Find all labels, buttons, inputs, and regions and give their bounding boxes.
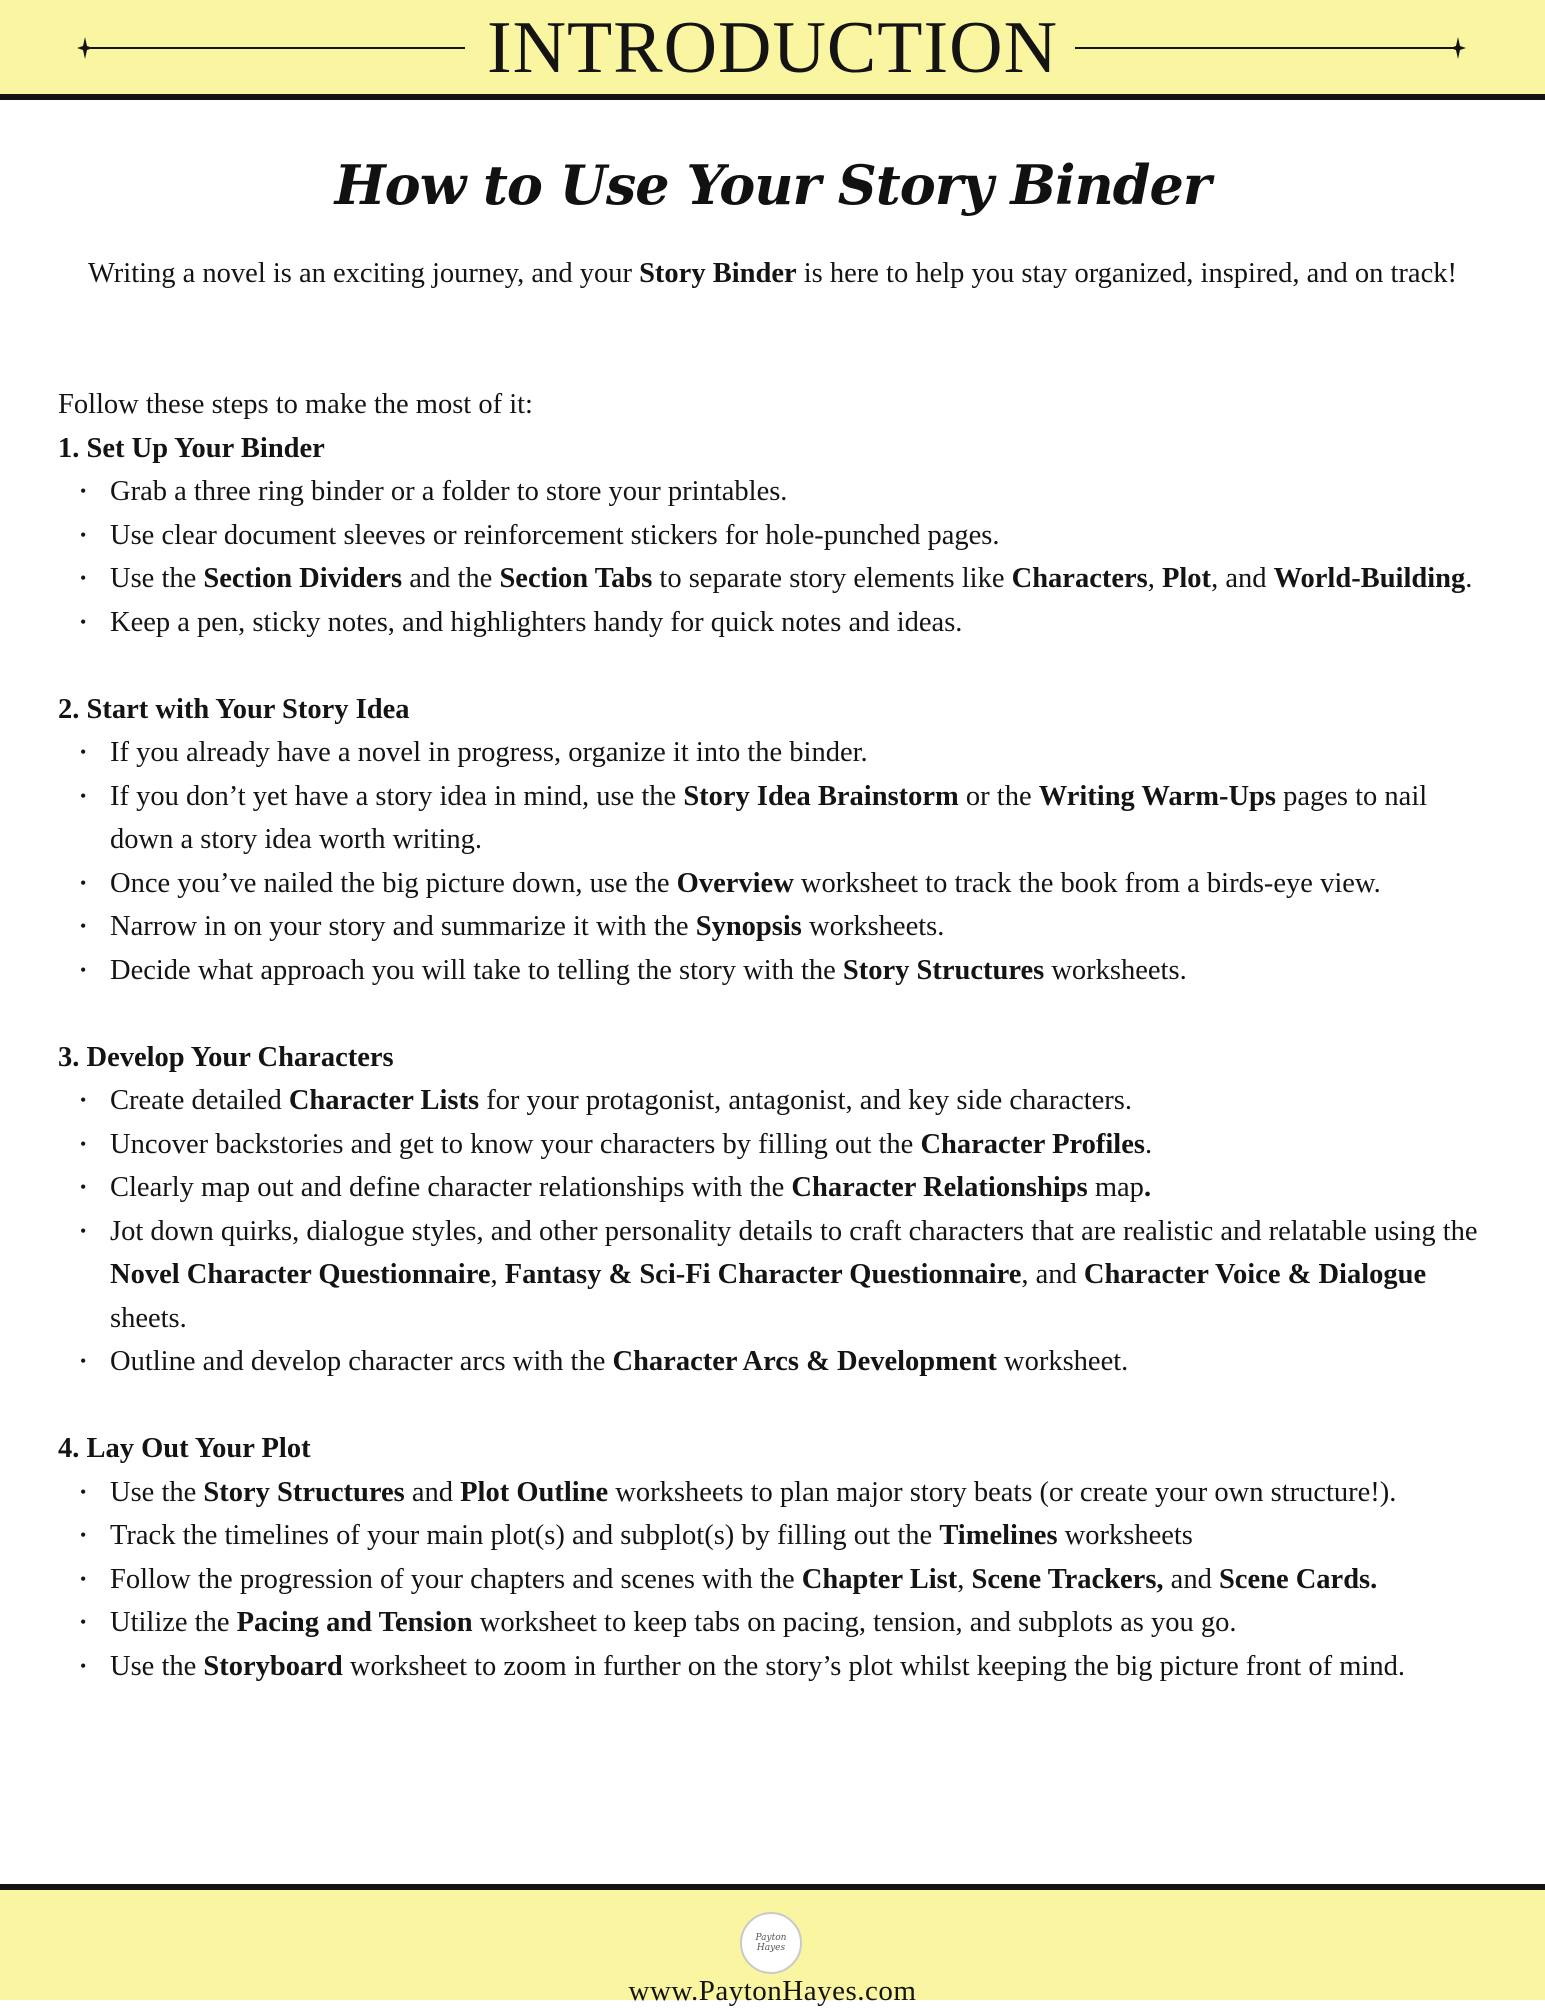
bold-term: Storyboard xyxy=(203,1650,343,1682)
list-item xyxy=(58,775,1488,862)
bold-term: Novel Character Questionnaire xyxy=(110,1259,491,1290)
text-run: worksheet. xyxy=(996,1346,1129,1377)
text-run: Use the xyxy=(110,1650,204,1682)
text-run: sheets. xyxy=(110,1302,187,1334)
list-item xyxy=(58,1558,1488,1602)
text-run: Narrow in on your story and summarize it with the xyxy=(110,911,696,942)
page-title: How to Use Your Story Binder xyxy=(334,153,1211,217)
list-item xyxy=(58,1601,1488,1645)
list-item xyxy=(58,1166,1488,1210)
list-item xyxy=(58,1210,1488,1341)
steps-content xyxy=(58,383,1488,1732)
bold-term: Story Structures xyxy=(203,1476,405,1508)
bullet-icon: • xyxy=(80,568,87,588)
step-heading: 1. Set Up Your Binder xyxy=(58,432,325,464)
bullet-list xyxy=(58,1471,1488,1689)
bold-term: Scene Cards. xyxy=(1218,1563,1378,1595)
header-title: INTRODUCTION xyxy=(486,7,1059,89)
text-run: Utilize the xyxy=(110,1607,237,1638)
bullet-icon: • xyxy=(80,1481,87,1502)
text-run: Use clear document sleeves or reinforcement stickers for hole-punched pages. xyxy=(110,519,1000,551)
bold-term: Overview xyxy=(676,867,794,899)
bold-term: Character Arcs & Development xyxy=(612,1346,997,1377)
bullet-icon: • xyxy=(80,1568,87,1589)
text-run: , and xyxy=(1021,1259,1084,1290)
list-item xyxy=(58,470,1488,514)
list-item xyxy=(58,949,1488,993)
text-run: Follow the progression of your chapters and scenes with the xyxy=(110,1563,802,1595)
bold-term: Fantasy & Sci-Fi Character Questionnaire xyxy=(504,1259,1022,1290)
bold-term: Writing Warm-Ups xyxy=(1038,780,1276,812)
text-run: Create detailed xyxy=(110,1085,289,1116)
bold-term: Character Relationships xyxy=(791,1172,1088,1203)
text-run: , xyxy=(957,1563,972,1595)
bold-term: World-Building xyxy=(1273,563,1466,594)
step-section xyxy=(58,427,1488,645)
text-run: . xyxy=(1465,563,1473,594)
text-run: Once you’ve nailed the big picture down, use the xyxy=(110,867,677,899)
text-run: is here to help you stay organized, inspired, and on track! xyxy=(796,258,1457,289)
bold-term: Scene Trackers, xyxy=(971,1563,1164,1595)
list-item xyxy=(58,731,1488,775)
text-run: Clearly map out and define character relationships with the xyxy=(110,1172,792,1203)
bullet-icon: • xyxy=(80,785,87,806)
text-run: , and xyxy=(1211,563,1274,594)
steps-list xyxy=(58,427,1488,1689)
text-run: pages to nail down a story idea worth writing. xyxy=(110,780,1428,855)
text-run: Use the xyxy=(110,563,204,594)
step-section xyxy=(58,1036,1488,1384)
footer-band xyxy=(0,1884,1545,2007)
list-item xyxy=(58,1123,1488,1167)
bold-term: Character Lists xyxy=(288,1085,480,1116)
header-band xyxy=(0,0,1545,100)
bullet-icon: • xyxy=(80,1351,87,1371)
bullet-icon: • xyxy=(80,742,87,762)
list-item xyxy=(58,514,1488,558)
text-run: or the xyxy=(958,780,1039,812)
bold-term: Timelines xyxy=(939,1520,1058,1551)
text-run: Keep a pen, sticky notes, and highlighters handy for quick notes and ideas. xyxy=(110,606,963,638)
step-heading: 2. Start with Your Story Idea xyxy=(58,693,410,725)
text-run: Decide what approach you will take to telling the story with the xyxy=(110,954,843,986)
text-run: worksheets. xyxy=(1044,954,1187,986)
text-run: to separate story elements like xyxy=(652,563,1012,594)
text-run: worksheet to zoom in further on the story’s plot whilst keeping the big picture front of mind. xyxy=(342,1650,1405,1682)
bullet-icon: • xyxy=(80,611,87,632)
bold-term: Pacing and Tension xyxy=(236,1607,473,1638)
bullet-icon: • xyxy=(80,1220,87,1241)
bullet-icon: • xyxy=(80,1133,87,1154)
text-run: worksheet to keep tabs on pacing, tension, and subplots as you go. xyxy=(472,1607,1237,1638)
step-section xyxy=(58,688,1488,993)
intro-paragraph xyxy=(60,252,1485,296)
bullet-icon: • xyxy=(80,872,87,893)
text-run: , xyxy=(1147,563,1162,594)
list-item xyxy=(58,1471,1488,1515)
bold-term: . xyxy=(1143,1172,1152,1203)
text-run: Grab a three ring binder or a folder to store your printables. xyxy=(110,476,788,507)
text-run: worksheets. xyxy=(801,911,945,942)
bullet-icon: • xyxy=(80,1090,87,1110)
bold-term: Story Binder xyxy=(639,258,797,289)
list-item xyxy=(58,905,1488,949)
bullet-icon: • xyxy=(80,524,87,545)
list-item xyxy=(58,1340,1488,1384)
bullet-icon: • xyxy=(80,1177,87,1197)
list-item xyxy=(58,1514,1488,1558)
text-run: Writing a novel is an exciting journey, and your xyxy=(88,258,640,289)
bold-term: Story Structures xyxy=(842,954,1045,986)
text-run: Outline and develop character arcs with the xyxy=(110,1346,613,1377)
bullet-icon: • xyxy=(80,1655,87,1676)
bullet-list xyxy=(58,470,1488,644)
bold-term: Character Voice & Dialogue xyxy=(1083,1259,1427,1290)
text-run: Use the xyxy=(110,1476,204,1508)
list-item xyxy=(58,862,1488,906)
bullet-icon: • xyxy=(80,1525,87,1545)
text-run: If you don’t yet have a story idea in mind, use the xyxy=(110,780,684,812)
bold-term: Chapter List xyxy=(801,1563,958,1595)
bullet-icon: • xyxy=(80,959,87,980)
list-item xyxy=(58,601,1488,645)
text-run: . xyxy=(1144,1128,1153,1160)
text-run: and xyxy=(1163,1563,1219,1595)
text-run: Track the timelines of your main plot(s) and subplot(s) by filling out the xyxy=(110,1520,940,1551)
step-heading: 3. Develop Your Characters xyxy=(58,1041,394,1073)
bold-term: Characters xyxy=(1011,563,1148,594)
text-run: , xyxy=(490,1259,505,1290)
bullet-list xyxy=(58,1079,1488,1384)
bold-term: Plot xyxy=(1161,563,1212,594)
bold-term: Story Idea Brainstorm xyxy=(683,780,959,812)
text-run: and the xyxy=(402,563,500,594)
bullet-icon: • xyxy=(80,916,87,936)
text-run: map xyxy=(1087,1172,1144,1203)
text-run: If you already have a novel in progress, organize it into the binder. xyxy=(110,737,868,768)
bold-term: Plot Outline xyxy=(460,1476,609,1508)
text-run: Jot down quirks, dialogue styles, and other personality details to craft characters that are realistic and relatable using the xyxy=(110,1215,1478,1247)
list-item xyxy=(58,1079,1488,1123)
footer-url: www.PaytonHayes.com xyxy=(628,1975,917,2007)
text-run: for your protagonist, antagonist, and key side characters. xyxy=(479,1085,1132,1116)
text-run: worksheets to plan major story beats (or create your own structure!). xyxy=(608,1476,1397,1508)
text-run: worksheet to track the book from a birds-eye view. xyxy=(793,867,1381,899)
bold-term: Section Tabs xyxy=(499,563,653,594)
logo-badge xyxy=(740,1912,802,1974)
step-heading: 4. Lay Out Your Plot xyxy=(58,1433,311,1464)
bold-term: Synopsis xyxy=(695,911,802,942)
bold-term: Section Dividers xyxy=(203,563,403,594)
text-run: worksheets xyxy=(1057,1520,1193,1551)
logo-text: Payton Hayes xyxy=(755,1933,787,1953)
bullet-icon: • xyxy=(80,1612,87,1632)
text-run: Uncover backstories and get to know your characters by filling out the xyxy=(110,1128,921,1160)
list-item xyxy=(58,557,1488,601)
bullet-list xyxy=(58,731,1488,992)
bold-term: Character Profiles xyxy=(920,1128,1145,1160)
list-item xyxy=(58,1645,1488,1689)
bullet-icon: • xyxy=(80,481,87,501)
step-section xyxy=(58,1427,1488,1688)
lead-text: Follow these steps to make the most of it: xyxy=(58,389,533,420)
text-run: and xyxy=(404,1476,461,1508)
